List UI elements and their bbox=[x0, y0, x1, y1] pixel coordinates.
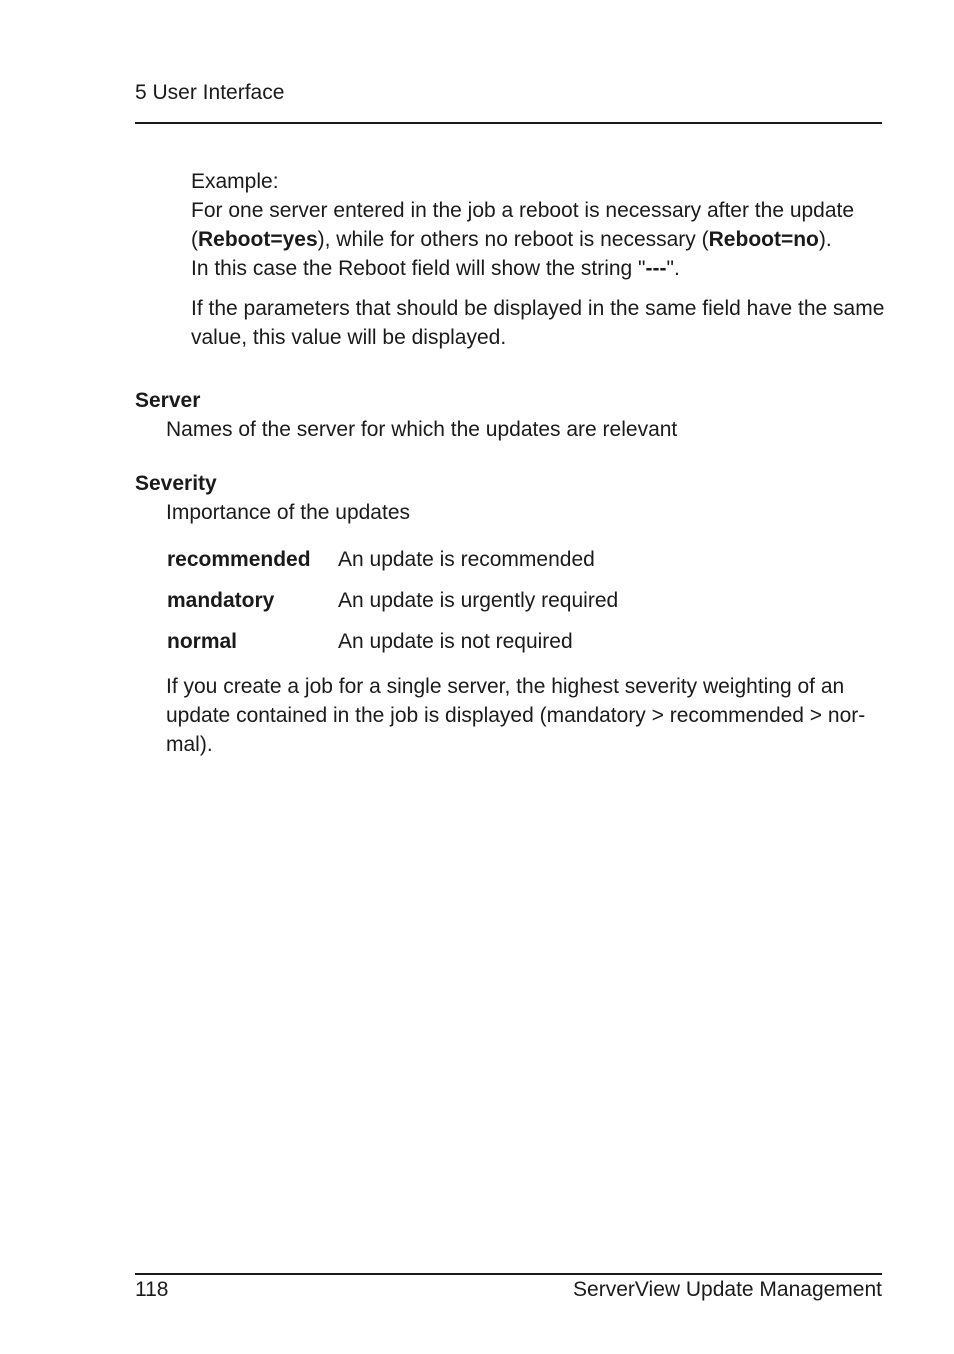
text-span: ), while for others no reboot is necessary ( bbox=[317, 228, 709, 251]
page-number: 118 bbox=[135, 1278, 169, 1301]
reboot-yes-value: Reboot=yes bbox=[198, 228, 318, 251]
example-label: Example: bbox=[191, 170, 279, 193]
severity-level-description: An update is urgently required bbox=[338, 589, 619, 612]
severity-definition: Importance of the updates bbox=[166, 501, 410, 524]
severity-levels-table bbox=[167, 545, 618, 668]
example-paragraph-2: If the parameters that should be displayed in the same field have the same value, this value will be displayed. bbox=[191, 297, 885, 349]
server-term: Server bbox=[135, 389, 201, 412]
reboot-no-value: Reboot=no bbox=[708, 228, 819, 251]
text-span: ( bbox=[191, 228, 198, 251]
severity-level-description: An update is recommended bbox=[338, 548, 595, 571]
dash-string: --- bbox=[645, 257, 667, 280]
severity-level-name: mandatory bbox=[167, 589, 275, 612]
document-title: ServerView Update Management bbox=[573, 1278, 882, 1301]
severity-level-description: An update is not required bbox=[338, 630, 573, 653]
text-span: ). bbox=[818, 228, 832, 251]
server-definition: Names of the server for which the updates are relevant bbox=[166, 418, 678, 441]
severity-explanation-line-2: update contained in the job is displayed (mandatory > recommended > nor- bbox=[166, 704, 866, 727]
severity-level-name: normal bbox=[167, 630, 238, 653]
example-line-2 bbox=[191, 225, 891, 254]
table-row bbox=[167, 545, 618, 586]
text-span: ". bbox=[666, 257, 680, 280]
table-row bbox=[167, 586, 618, 627]
header-rule bbox=[135, 122, 882, 124]
example-note bbox=[191, 167, 891, 352]
table-row bbox=[167, 627, 618, 668]
severity-explanation bbox=[166, 672, 891, 759]
text-span: In this case the Reboot field will show the string " bbox=[191, 257, 646, 280]
example-line-3 bbox=[191, 254, 891, 283]
severity-explanation-line-3: mal). bbox=[166, 733, 213, 756]
severity-level-name: recommended bbox=[167, 548, 311, 571]
example-line-1: For one server entered in the job a reboot is necessary after the update bbox=[191, 199, 855, 222]
severity-term: Severity bbox=[135, 472, 217, 495]
running-header: 5 User Interface bbox=[135, 81, 285, 104]
severity-explanation-line-1: If you create a job for a single server, the highest severity weighting of an bbox=[166, 675, 845, 698]
